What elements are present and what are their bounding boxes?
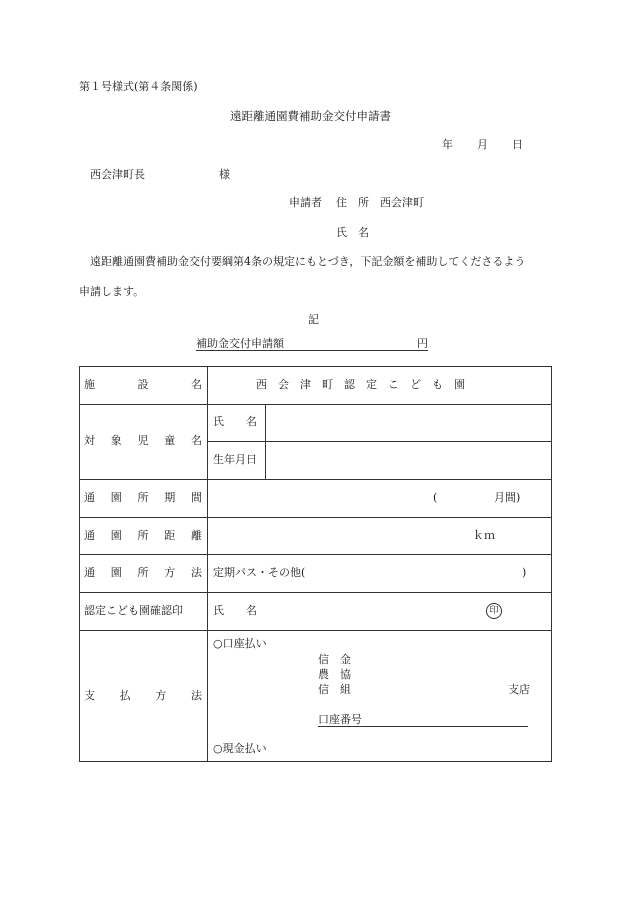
bank-type-shinkin: 信 金 xyxy=(318,653,351,666)
body-text-line1: 遠距離通園費補助金交付要綱第4条の規定にもとづき，下記金額を補助してくださるよう xyxy=(90,255,526,268)
body-text-line2: 申請します。 xyxy=(79,285,145,298)
seal-name-label: 氏 名 xyxy=(213,604,257,617)
seal-row-label: 認定こども園確認印 xyxy=(84,604,183,617)
branch-label: 支店 xyxy=(508,683,530,696)
column-divider xyxy=(265,404,266,479)
applicant-label: 申請者 xyxy=(289,196,322,209)
row-divider xyxy=(207,441,552,442)
row-divider xyxy=(79,517,552,518)
date-year: 年 xyxy=(442,138,453,151)
child-label: 対 象 児 童 名 xyxy=(84,434,202,447)
ki-mark: 記 xyxy=(308,313,319,326)
facility-label: 施 設 名 xyxy=(84,378,202,391)
child-birth-label: 生年月日 xyxy=(213,453,257,466)
applicant-name-label: 氏 名 xyxy=(336,226,369,239)
distance-unit: ｋｍ xyxy=(473,529,495,542)
addressee-name: 西会津町長 xyxy=(90,168,145,181)
date-day: 日 xyxy=(512,138,523,151)
period-open: ( xyxy=(433,491,438,504)
method-close: ) xyxy=(522,566,527,579)
row-divider xyxy=(79,479,552,480)
facility-value: 西 会 津 町 認 定 こ ど も 園 xyxy=(256,378,465,391)
column-divider xyxy=(207,366,208,762)
applicant-address-value: 西会津町 xyxy=(380,196,424,209)
seal-mark-icon: 印 xyxy=(486,603,502,619)
bank-type-nokyo: 農 協 xyxy=(318,668,351,681)
period-unit: 月間) xyxy=(494,491,521,504)
row-divider xyxy=(79,630,552,631)
child-name-label: 氏 名 xyxy=(213,415,257,428)
distance-label: 通 園 所 距 離 xyxy=(84,529,202,542)
row-divider xyxy=(79,554,552,555)
addressee-honorific: 様 xyxy=(219,168,230,181)
account-number-underline xyxy=(318,726,528,727)
row-divider xyxy=(79,404,552,405)
amount-label: 補助金交付申請額 xyxy=(196,337,284,350)
row-divider xyxy=(79,592,552,593)
period-label: 通 園 所 期 間 xyxy=(84,491,202,504)
form-number: 第１号様式(第４条関係) xyxy=(79,80,198,93)
cash-option: ○現金払い xyxy=(213,742,267,755)
method-value: 定期バス・その他( xyxy=(213,566,306,579)
date-month: 月 xyxy=(477,138,488,151)
method-label: 通 園 所 方 法 xyxy=(84,566,202,579)
applicant-address-label: 住 所 xyxy=(336,196,369,209)
payment-label: 支 払 方 法 xyxy=(84,689,202,702)
amount-unit: 円 xyxy=(417,337,428,350)
bank-transfer-option: ○口座払い xyxy=(213,637,267,650)
account-number-label: 口座番号 xyxy=(318,713,362,726)
bank-type-shinkumi: 信 組 xyxy=(318,683,351,696)
amount-underline xyxy=(196,350,428,351)
document-title: 遠距離通園費補助金交付申請書 xyxy=(230,109,391,123)
